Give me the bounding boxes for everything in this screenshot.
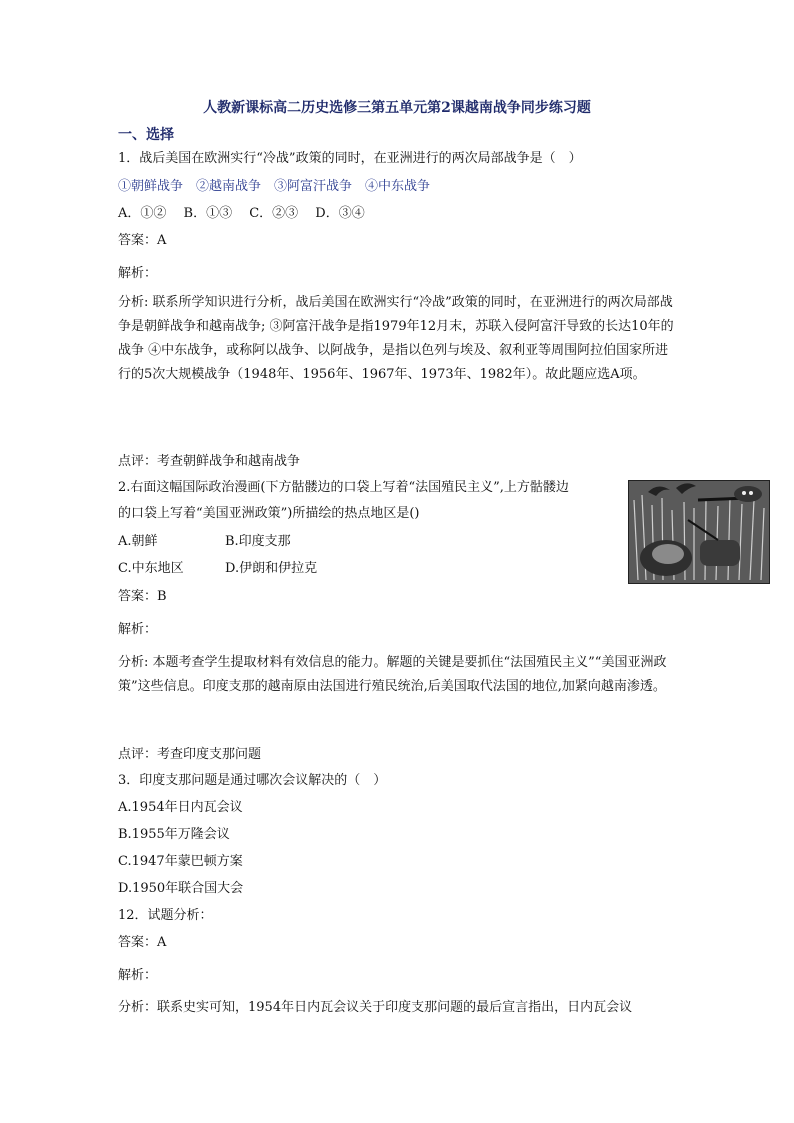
q1-analysis-label: 解析： bbox=[118, 266, 158, 281]
q2-stem-line1: 2.右面这幅国际政治漫画(下方骷髅边的口袋上写着“法国殖民主义”,上方骷髅边 bbox=[118, 480, 569, 495]
q3-option-c: C.1947年蒙巴顿方案 bbox=[118, 854, 243, 869]
q3-answer: 答案：A bbox=[118, 935, 167, 950]
q3-option-b: B.1955年万隆会议 bbox=[118, 827, 230, 842]
q2-comment: 点评：考查印度支那问题 bbox=[118, 747, 262, 762]
political-cartoon-image bbox=[628, 480, 770, 584]
q3-analysis-label: 解析： bbox=[118, 968, 158, 983]
q2-option-d: D.伊朗和伊拉克 bbox=[225, 561, 318, 576]
q2-option-c: C.中东地区 bbox=[118, 561, 184, 576]
q3-option-a: A.1954年日内瓦会议 bbox=[118, 800, 243, 815]
document-title: 人教新课标高二历史选修三第五单元第2课越南战争同步练习题 bbox=[203, 100, 591, 116]
q1-items: ①朝鲜战争 ②越南战争 ③阿富汗战争 ④中东战争 bbox=[118, 179, 431, 194]
q1-analysis: 分析: 联系所学知识进行分析，战后美国在欧洲实行“冷战”政策的同时，在亚洲进行的两次局部战争是朝鲜战争和越南战争; ③阿富汗战争是指1979年12月末，苏联入侵阿富汗导致的长达10年的战争 ④中东战争，或称阿以战争、以阿战争，是指以色列与埃及、叙利亚等周围阿拉伯国家所进行的5次大规模战争（1948年、1956年、1967年、1973年、1982年）。故此题应选A项。 bbox=[118, 295, 674, 382]
q2-option-a: A.朝鲜 bbox=[118, 534, 158, 549]
q3-analysis: 分析：联系史实可知，1954年日内瓦会议关于印度支那问题的最后宣言指出，日内瓦会议 bbox=[118, 1000, 633, 1015]
q1-options: A．①② B．①③ C．②③ D．③④ bbox=[118, 206, 365, 221]
section-heading: 一、选择 bbox=[118, 127, 174, 143]
q2-option-b: B.印度支那 bbox=[225, 534, 291, 549]
q3-hint: 12．试题分析： bbox=[118, 908, 213, 923]
q1-comment: 点评：考查朝鲜战争和越南战争 bbox=[118, 454, 301, 469]
q2-stem-line2: 的口袋上写着“美国亚洲政策”)所描绘的热点地区是() bbox=[118, 506, 420, 521]
q2-analysis-label: 解析： bbox=[118, 622, 158, 637]
q2-answer: 答案：B bbox=[118, 589, 167, 604]
q1-answer: 答案：A bbox=[118, 233, 167, 248]
q2-analysis: 分析: 本题考查学生提取材料有效信息的能力。解题的关键是要抓住“法国殖民主义”“美国亚洲政策”这些信息。印度支那的越南原由法国进行殖民统治,后美国取代法国的地位,加紧向越南渗透。 bbox=[118, 655, 667, 694]
q3-stem: 3．印度支那问题是通过哪次会议解决的（ ） bbox=[118, 773, 387, 788]
q1-stem: 1．战后美国在欧洲实行“冷战”政策的同时，在亚洲进行的两次局部战争是（ ） bbox=[118, 151, 582, 166]
q3-option-d: D.1950年联合国大会 bbox=[118, 881, 244, 896]
